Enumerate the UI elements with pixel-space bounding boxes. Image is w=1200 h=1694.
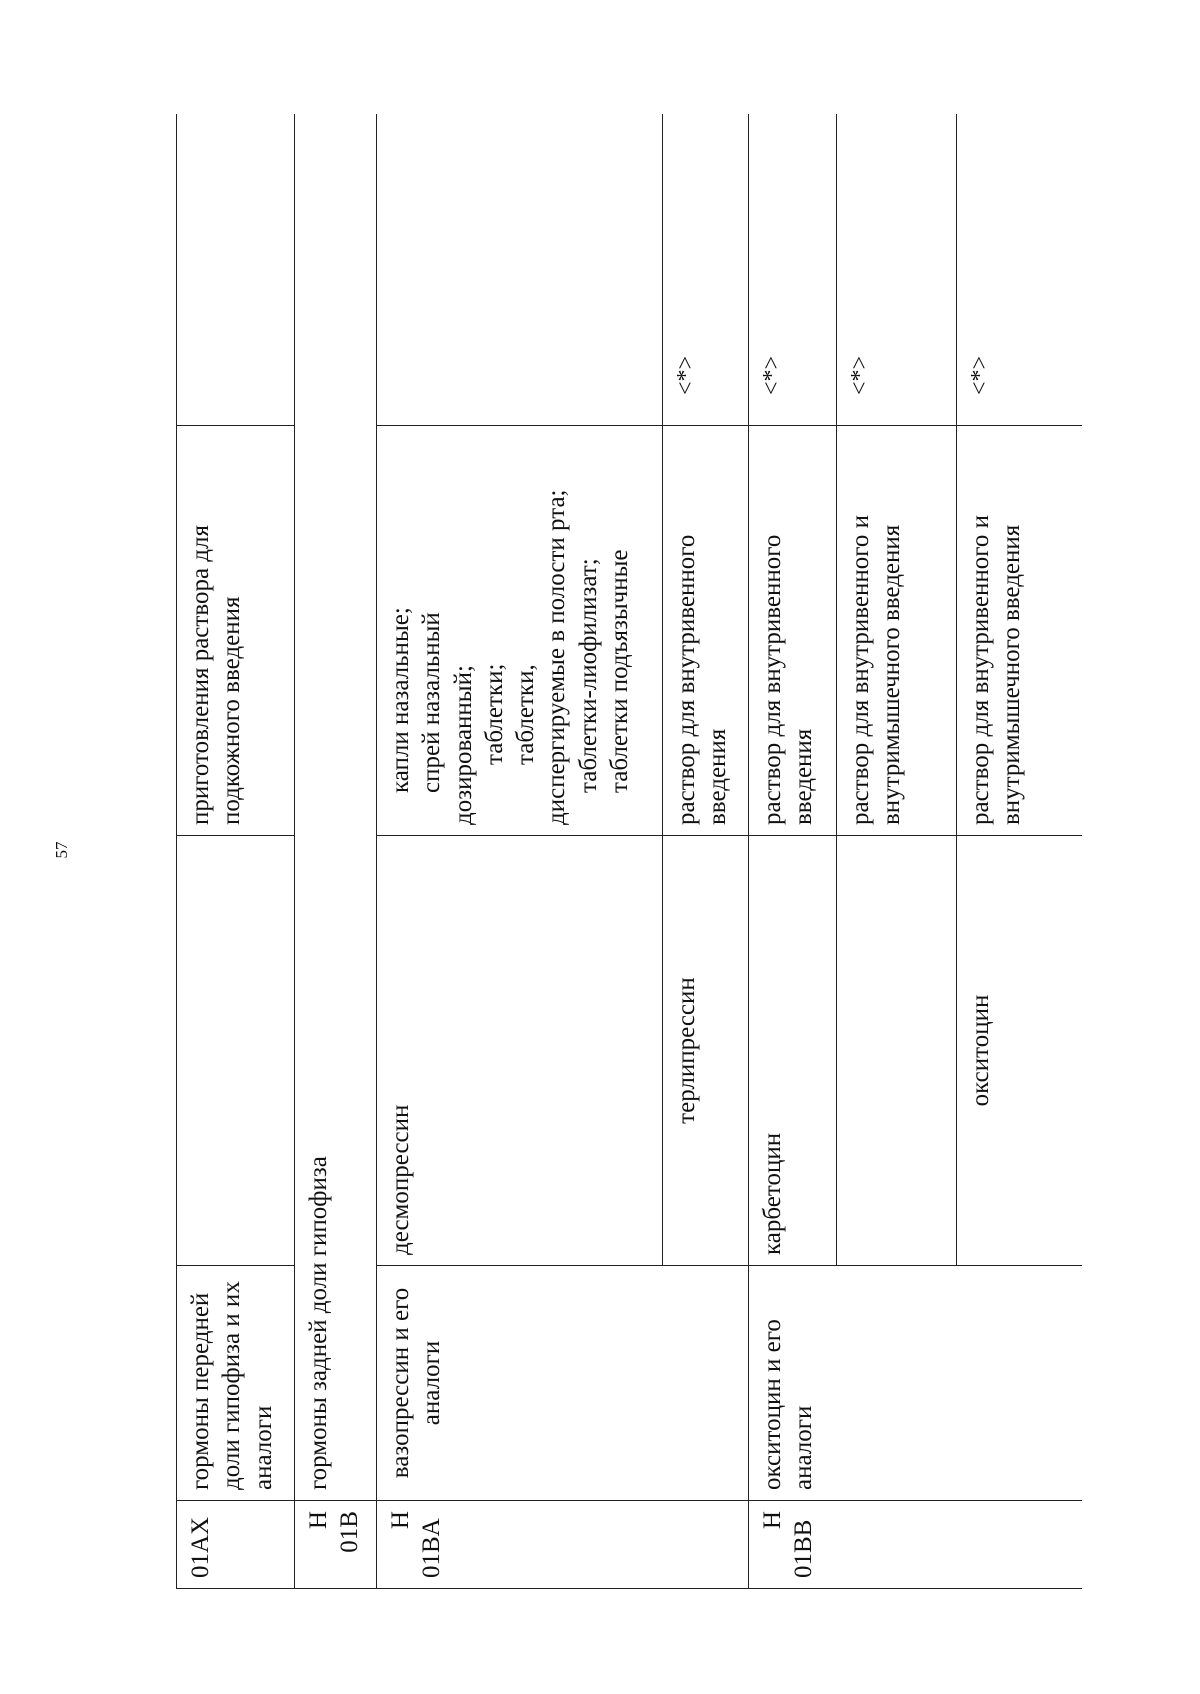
drug-table-wrapper (176, 114, 1082, 1589)
dosage-form-cell: раствор для внутривенного и внутримышечного введения (957, 426, 1083, 836)
mark-cell: <*> (749, 114, 837, 426)
atc-code-cell: 01AX (177, 1501, 295, 1589)
atc-code-cell (377, 1501, 749, 1589)
table-row (377, 114, 663, 1589)
dosage-form-line: диспергируемые в полости рта; (543, 489, 571, 825)
atc-code-number: 01B (336, 1511, 364, 1553)
table-row (177, 114, 295, 1589)
substance-cell: десмопрессин (377, 836, 663, 1266)
dosage-form-cell (377, 426, 663, 836)
dosage-form-line: капли назальные; (387, 607, 414, 793)
substance-cell (837, 836, 957, 1266)
substance-cell: карбетоцин (749, 836, 837, 1266)
atc-code-letter: H (387, 1511, 414, 1530)
page-number: 57 (52, 841, 71, 859)
mark-cell (177, 114, 295, 426)
group-heading-cell: гормоны задней доли гипофиза (295, 114, 377, 1501)
atc-code-number: 01BA (418, 1518, 446, 1578)
substance-cell: окситоцин (957, 836, 1083, 1266)
substance-cell: терлипрессин (663, 836, 749, 1266)
dosage-form-line: таблетки; (480, 663, 508, 765)
table-row (749, 114, 837, 1589)
group-cell: окситоцин и его аналоги (749, 1266, 1083, 1501)
atc-code-letter: H (305, 1511, 332, 1530)
dosage-form-line: дозированный; (449, 665, 477, 825)
document-page (176, 114, 1082, 1589)
table-row (295, 114, 377, 1589)
mark-cell (377, 114, 663, 426)
dosage-form-cell: раствор для внутривенного и внутримышечного введения (837, 426, 957, 836)
mark-cell: <*> (837, 114, 957, 426)
atc-code-cell (295, 1501, 377, 1589)
dosage-form-line: таблетки, (512, 664, 539, 765)
substance-cell (177, 836, 295, 1266)
dosage-form-cell: приготовления раствора для подкожного введения (177, 426, 295, 836)
mark-cell: <*> (663, 114, 749, 426)
atc-code-number: 01BB (790, 1519, 818, 1578)
atc-code-letter: H (759, 1511, 786, 1530)
dosage-form-cell: раствор для внутривенного введения (749, 426, 837, 836)
group-cell: вазопрессин и его аналоги (377, 1266, 749, 1501)
dosage-form-cell: раствор для внутривенного введения (663, 426, 749, 836)
group-cell: гормоны передней доли гипофиза и их аналоги (177, 1266, 295, 1501)
atc-code-cell (749, 1501, 1083, 1589)
dosage-form-line: таблетки-лиофилизат; (574, 558, 602, 793)
mark-cell: <*> (957, 114, 1083, 426)
dosage-form-line: спрей назальный (418, 612, 446, 793)
dosage-form-line: таблетки подъязычные (605, 549, 633, 793)
drug-table (176, 114, 1082, 1589)
